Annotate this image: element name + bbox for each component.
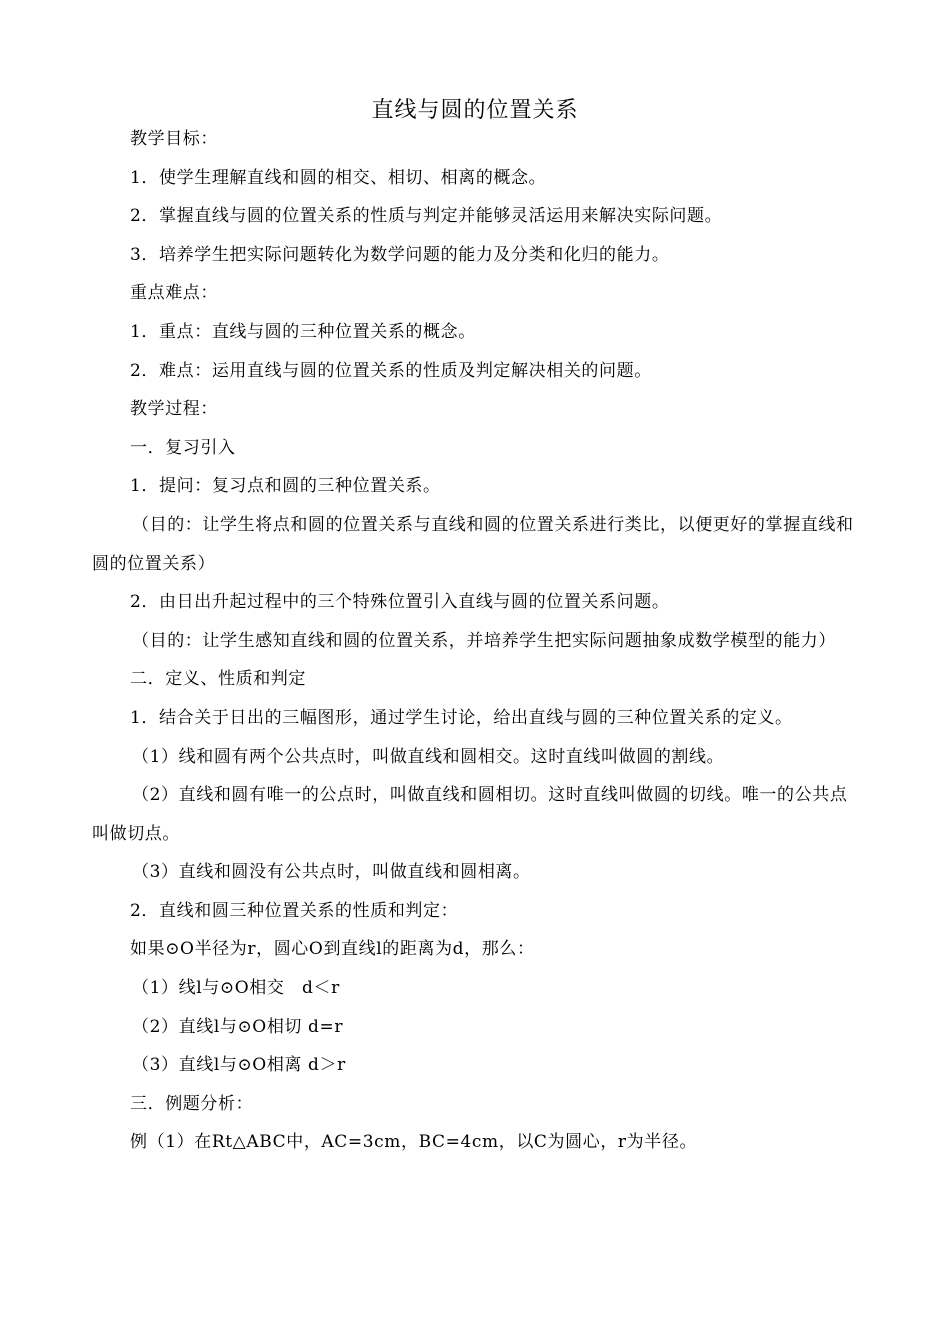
document-title: 直线与圆的位置关系 (371, 98, 579, 123)
relation-item: （2）直线l与⊙O相切 d=r (132, 1016, 344, 1037)
subsection-heading: 一．复习引入 (130, 437, 236, 458)
objective-item: 3．培养学生把实际问题转化为数学问题的能力及分类和化归的能力。 (130, 244, 670, 265)
process-item: 1．提问：复习点和圆的三种位置关系。 (130, 476, 441, 497)
definition-item: （2）直线和圆有唯一的公点时，叫做直线和圆相切。这时直线叫做圆的切线。唯一的公共点叫做切点。 (92, 785, 848, 844)
key-point-item: 1．重点：直线与圆的三种位置关系的概念。 (130, 321, 476, 342)
relation-item: （3）直线l与⊙O相离 d＞r (132, 1055, 346, 1076)
condition-text: 如果⊙O半径为r，圆心O到直线l的距离为d，那么： (130, 939, 535, 960)
key-point-item: 2．难点：运用直线与圆的位置关系的性质及判定解决相关的问题。 (130, 360, 652, 381)
section-heading-objectives: 教学目标： (130, 129, 218, 149)
purpose-note: （目的：让学生将点和圆的位置关系与直线和圆的位置关系进行类比，以便更好的掌握直线和圆的位置关系） (92, 514, 854, 574)
subsection-heading: 二．定义、性质和判定 (130, 669, 306, 690)
document-body (92, 120, 862, 1162)
section-heading-process: 教学过程： (130, 399, 218, 420)
process-item: 2．直线和圆三种位置关系的性质和判定： (130, 900, 459, 921)
subsection-heading: 三．例题分析： (130, 1093, 254, 1114)
example-text: 例（1）在Rt△ABC中，AC=3cm，BC=4cm，以C为圆心，r为半径。 (130, 1132, 698, 1153)
definition-item: （1）线和圆有两个公共点时，叫做直线和圆相交。这时直线叫做圆的割线。 (132, 746, 725, 767)
process-item: 1．结合关于日出的三幅图形，通过学生讨论，给出直线与圆的三种位置关系的定义。 (130, 707, 793, 728)
purpose-note: （目的：让学生感知直线和圆的位置关系，并培养学生把实际问题抽象成数学模型的能力） (132, 630, 836, 651)
objective-item: 2．掌握直线与圆的位置关系的性质与判定并能够灵活运用来解决实际问题。 (130, 206, 723, 227)
section-heading-key-points: 重点难点： (130, 283, 218, 304)
process-item: 2．由日出升起过程中的三个特殊位置引入直线与圆的位置关系问题。 (130, 592, 670, 613)
objective-item: 1．使学生理解直线和圆的相交、相切、相离的概念。 (130, 167, 547, 188)
relation-item: （1）线l与⊙O相交 d＜r (132, 978, 340, 999)
definition-item: （3）直线和圆没有公共点时，叫做直线和圆相离。 (132, 862, 531, 883)
